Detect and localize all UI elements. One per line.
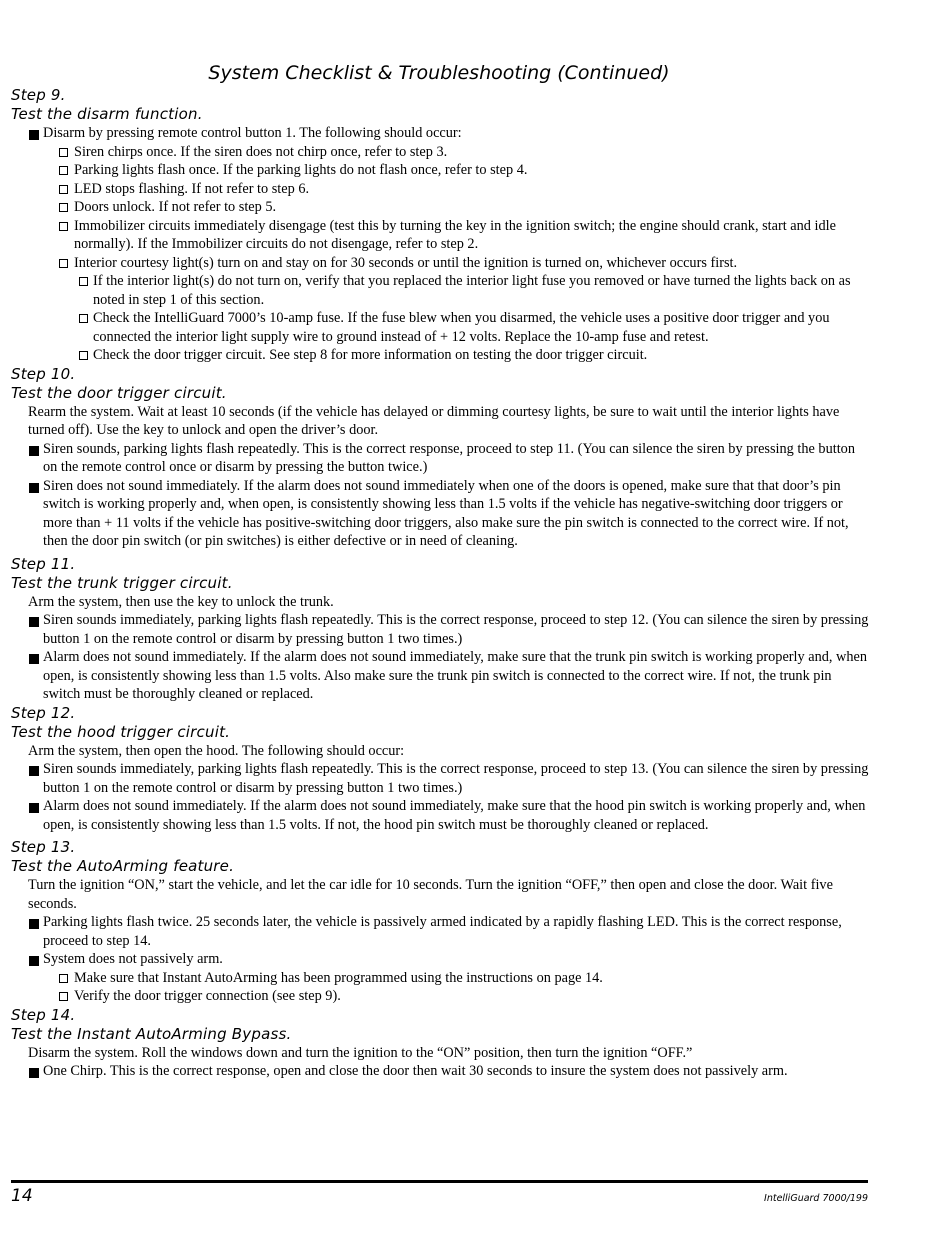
step-number: Step 11. (11, 554, 76, 573)
step-number: Step 13. (11, 838, 76, 856)
bullet-item: Parking lights flash twice. 25 seconds later, the vehicle is passively armed indicated by a rapidly flashing LED. This is the correct response, proceed to step 14. (11, 913, 871, 950)
checkbox-item: Immobilizer circuits immediately disengage (test this by turning the key in the ignition switch; the engine should crank, start and idle normally). If the Immobilizer circuits do not disengage, refer to step 2. (11, 217, 871, 254)
filled-square-bullet-icon (29, 483, 39, 493)
step-number: Step 14. (11, 1005, 76, 1024)
bullet-item: Alarm does not sound immediately. If the alarm does not sound immediately, make sure that the trunk pin switch is working properly and, when open, is consistently showing less than 1.5 volts. Also make sure the trunk pin switch is connected to the correct wire. If not, the trunk pin switch must be thoroughly cleaned or replaced. (11, 648, 871, 704)
bullet-item: Disarm by pressing remote control button 1. The following should occur: (11, 124, 871, 143)
page-content (11, 86, 871, 1081)
step-14 (11, 1006, 871, 1081)
checkbox-item: Interior courtesy light(s) turn on and stay on for 30 seconds or until the ignition is turned on, whichever occurs first. (11, 254, 871, 273)
step-13 (11, 838, 871, 1006)
step-title: Test the hood trigger circuit. (11, 722, 231, 741)
step-10 (11, 365, 871, 551)
checkbox-icon (59, 148, 68, 157)
step-intro: Arm the system, then open the hood. The following should occur: (28, 742, 405, 759)
filled-square-bullet-icon (29, 1068, 39, 1078)
checkbox-icon (59, 185, 68, 194)
checkbox-icon (79, 351, 88, 360)
checkbox-icon (59, 992, 68, 1001)
checkbox-icon (79, 314, 88, 323)
checkbox-icon (79, 277, 88, 286)
step-title: Test the trunk trigger circuit. (11, 573, 233, 592)
checkbox-item: Verify the door trigger connection (see step 9). (11, 987, 871, 1006)
footer-rule (11, 1180, 868, 1183)
checkbox-subitem: If the interior light(s) do not turn on, verify that you replaced the interior light fuse you removed or have turned the lights back on as noted in step 1 of this section. (11, 272, 871, 309)
step-12 (11, 704, 871, 835)
checkbox-item: Make sure that Instant AutoArming has been programmed using the instructions on page 14. (11, 969, 871, 988)
step-title: Test the AutoArming feature. (11, 857, 235, 875)
step-intro: Turn the ignition “ON,” start the vehicle, and let the car idle for 10 seconds. Turn the ignition “OFF,” then open and close the door. Wait five seconds. (28, 877, 833, 912)
bullet-item: Siren sounds, parking lights flash repeatedly. This is the correct response, proceed to step 11. (You can silence the siren by pressing the button on the remote control once or disarm by pressing the button twice.) (11, 440, 871, 477)
checkbox-subitem: Check the door trigger circuit. See step 8 for more information on testing the door trigger circuit. (11, 346, 871, 365)
step-title: Test the door trigger circuit. (11, 383, 227, 402)
page-title: System Checklist & Troubleshooting (Continued) (208, 62, 670, 84)
filled-square-bullet-icon (29, 919, 39, 929)
bullet-item: System does not passively arm. (11, 950, 871, 969)
bullet-item: One Chirp. This is the correct response, open and close the door then wait 30 seconds to insure the system does not passively arm. (11, 1062, 871, 1081)
filled-square-bullet-icon (29, 766, 39, 776)
step-intro: Rearm the system. Wait at least 10 seconds (if the vehicle has delayed or dimming courtesy lights, be sure to wait until the interior lights have turned off). Use the key to unlock and open the driver’s door. (28, 403, 840, 438)
checkbox-icon (59, 166, 68, 175)
step-number: Step 9. (11, 86, 66, 104)
checkbox-subitem: Check the IntelliGuard 7000’s 10-amp fuse. If the fuse blew when you disarmed, the vehicle uses a positive door trigger and you connected the interior light supply wire to ground instead of + 12 volts. Replace the 10-amp fuse and retest. (11, 309, 871, 346)
checkbox-item: LED stops flashing. If not refer to step 6. (11, 180, 871, 199)
footer-product-label: IntelliGuard 7000/199 (764, 1193, 868, 1204)
step-intro: Disarm the system. Roll the windows down and turn the ignition to the “ON” position, then turn the ignition “OFF.” (28, 1044, 693, 1061)
step-title: Test the Instant AutoArming Bypass. (11, 1024, 292, 1043)
bullet-item: Siren does not sound immediately. If the alarm does not sound immediately when one of the doors is opened, make sure that that door’s pin switch is working properly and, when open, is consistently showing less than 1.5 volts if the vehicle has negative-switching door triggers or more than + 11 volts if the vehicle has positive-switching door triggers, also make sure the pin switch is connected to the correct wire. If not, then the door pin switch (or pin switches) is either defective or in need of cleaning. (11, 477, 871, 551)
checkbox-item: Doors unlock. If not refer to step 5. (11, 198, 871, 217)
filled-square-bullet-icon (29, 654, 39, 664)
checkbox-icon (59, 203, 68, 212)
step-number: Step 10. (11, 364, 76, 383)
checkbox-item: Parking lights flash once. If the parking lights do not flash once, refer to step 4. (11, 161, 871, 180)
checkbox-icon (59, 222, 68, 231)
step-11 (11, 555, 871, 704)
filled-square-bullet-icon (29, 446, 39, 456)
step-intro: Arm the system, then use the key to unlock the trunk. (28, 593, 334, 610)
step-title: Test the disarm function. (11, 105, 203, 123)
checkbox-icon (59, 259, 68, 268)
filled-square-bullet-icon (29, 130, 39, 140)
page-number: 14 (11, 1186, 33, 1206)
filled-square-bullet-icon (29, 617, 39, 627)
bullet-item: Siren sounds immediately, parking lights flash repeatedly. This is the correct response, proceed to step 13. (You can silence the siren by pressing button 1 on the remote control or disarm by pressing button 1 two times.) (11, 760, 871, 797)
step-number: Step 12. (11, 703, 76, 722)
filled-square-bullet-icon (29, 803, 39, 813)
bullet-item: Alarm does not sound immediately. If the alarm does not sound immediately, make sure that the hood pin switch is working properly and, when open, is consistently showing less than 1.5 volts. If not, the hood pin switch must be thoroughly cleaned or replaced. (11, 797, 871, 834)
bullet-item: Siren sounds immediately, parking lights flash repeatedly. This is the correct response, proceed to step 12. (You can silence the siren by pressing button 1 on the remote control or disarm by pressing button 1 two times.) (11, 611, 871, 648)
checkbox-item: Siren chirps once. If the siren does not chirp once, refer to step 3. (11, 143, 871, 162)
checkbox-icon (59, 974, 68, 983)
step-9 (11, 86, 871, 365)
filled-square-bullet-icon (29, 956, 39, 966)
